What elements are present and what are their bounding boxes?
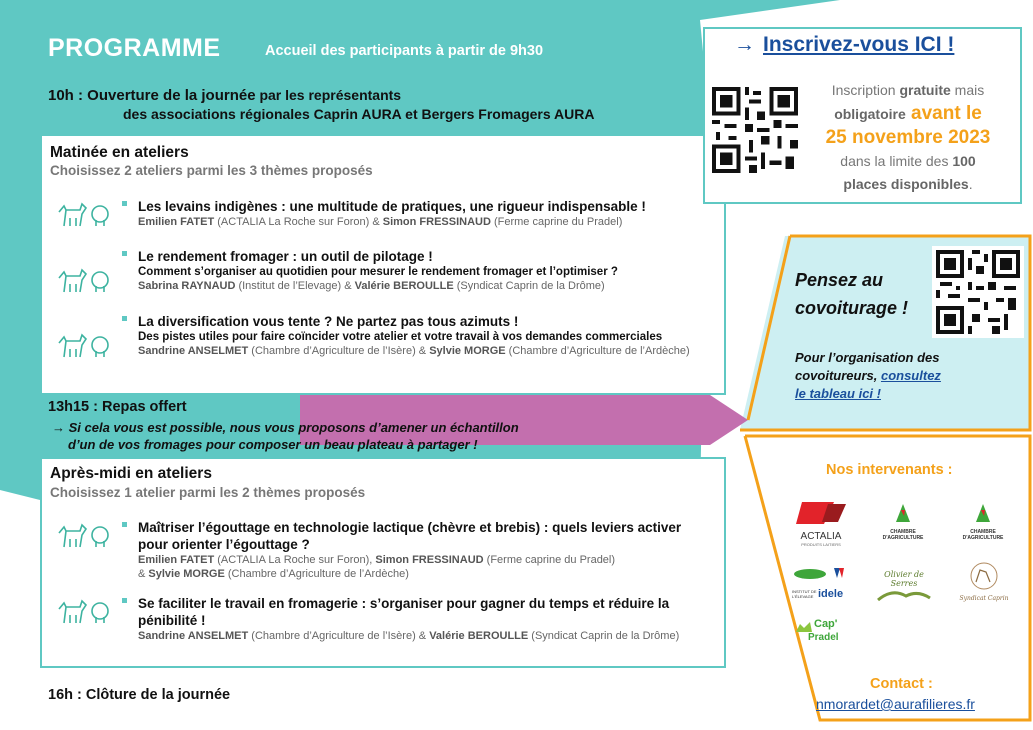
opening-rest: par les représentants (255, 87, 402, 103)
workshop-item (56, 313, 716, 377)
bullet-icon (122, 251, 127, 256)
qr-code-icon[interactable] (932, 246, 1024, 338)
workshop-description: Des pistes utiles pour faire coïncider votre atelier et votre travail à vos demandes commerciales (138, 331, 663, 343)
opening-line2: des associations régionales Caprin AURA et Bergers Fromagers AURA (123, 106, 595, 122)
bullet-icon (122, 316, 127, 321)
workshop-item (56, 198, 716, 238)
contact-title: Contact : (870, 676, 933, 692)
workshop-title: Maîtriser l’égouttage en technologie lactique (chèvre et brebis) : quels leviers activer pour orienter l’égouttage ? (138, 520, 682, 552)
closing-text: 16h : Clôture de la journée (48, 687, 231, 703)
qr-code-icon[interactable] (712, 87, 798, 173)
workshop-speakers: Emilien FATET (ACTALIA La Roche sur Foron), Simon FRESSINAUD (Ferme caprine du Pradel) & Sylvie MORGE (Chambre d’Agriculture de l’Ardèche) (138, 554, 616, 580)
workshop-speakers: Emilien FATET (ACTALIA La Roche sur Foron) & Simon FRESSINAUD (Ferme caprine du Pradel) (138, 216, 623, 228)
workshop-description: Comment s’organiser au quotidien pour mesurer le rendement fromager et l’optimiser ? (138, 266, 618, 278)
idele-logo: INSTITUT DE L'ÉLEVAGE idele (792, 566, 848, 602)
workshop-item (56, 595, 716, 661)
contact-email-link[interactable]: nmorardet@aurafilieres.fr (816, 696, 975, 712)
workshop-speakers: Sandrine ANSELMET (Chambre d’Agriculture de l’Isère) & Sylvie MORGE (Chambre d’Agriculture de l’Ardèche) (138, 345, 690, 357)
carpool-heading: Pensez au covoiturage ! (795, 270, 909, 318)
afternoon-title: Après-midi en ateliers (50, 465, 212, 482)
workshop-title: La diversification vous tente ? Ne partez pas tous azimuts ! (138, 314, 519, 329)
workshop-item (56, 248, 716, 298)
carpool-link[interactable]: consultez (880, 368, 941, 383)
morning-subtitle: Choisissez 2 ateliers parmi les 3 thèmes proposés (50, 163, 373, 178)
lunch-note: → Si cela vous est possible, nous vous proposons d’amener un échantillon d’un de vos fromages pour composer un beau plateau à partager ! (52, 420, 519, 452)
arrow-right-icon: → (52, 420, 65, 435)
goat-sheep-icon (56, 519, 116, 553)
chambre-agriculture-logo: CHAMBRE D'AGRICULTURE (956, 502, 1010, 544)
bullet-icon (122, 598, 127, 603)
lunch-title: 13h15 : Repas offert (48, 399, 187, 415)
register-link[interactable]: → Inscrivez-vous ICI ! (734, 33, 955, 56)
goat-sheep-icon (56, 264, 116, 298)
opening-time: 10h : Ouverture de la journée (48, 87, 256, 104)
goat-sheep-icon (56, 329, 116, 363)
carpool-link-line2[interactable]: le tableau ici ! (795, 386, 881, 401)
welcome-subtitle: Accueil des participants à partir de 9h30 (265, 43, 544, 59)
goat-sheep-icon (56, 198, 116, 232)
chambre-agriculture-logo: CHAMBRE D'AGRICULTURE (876, 502, 930, 544)
page-title: PROGRAMME (48, 34, 221, 62)
afternoon-subtitle: Choisissez 1 atelier parmi les 2 thèmes proposés (50, 485, 366, 500)
morning-section (40, 134, 726, 395)
bullet-icon (122, 201, 127, 206)
cap-pradel-logo: Cap' Pradel (794, 616, 852, 650)
speakers-title: Nos intervenants : (826, 462, 953, 478)
workshop-title: Les levains indigènes : une multitude de pratiques, une rigueur indispensable ! (138, 199, 646, 214)
carpool-description: Pour l’organisation des covoitureurs, consultez le tableau ici ! (795, 350, 941, 401)
morning-title: Matinée en ateliers (50, 144, 189, 161)
olivier-de-serres-logo: Olivier de Serres (872, 570, 936, 600)
registration-text: Inscription gratuite mais obligatoire avant le 25 novembre 2023 dans la limite des 100 places disponibles. (825, 82, 991, 192)
syndicat-caprin-logo: Syndicat Caprin (956, 560, 1012, 604)
goat-sheep-icon (56, 595, 116, 629)
afternoon-section (40, 457, 726, 668)
workshop-item (56, 519, 716, 585)
workshop-speakers: Sabrina RAYNAUD (Institut de l’Elevage) & Valérie BEROULLE (Syndicat Caprin de la Drôme) (138, 280, 605, 292)
arrow-right-icon: → (734, 33, 755, 56)
actalia-logo: ACTALIA PRODUITS LAITIERS (794, 500, 848, 544)
bullet-icon (122, 522, 127, 527)
workshop-title: Le rendement fromager : un outil de pilotage ! (138, 249, 433, 264)
workshop-title: Se faciliter le travail en fromagerie : s’organiser pour gagner du temps et réduire la pénibilité ! (138, 596, 670, 628)
workshop-speakers: Sandrine ANSELMET (Chambre d’Agriculture de l’Isère) & Valérie BEROULLE (Syndicat Caprin de la Drôme) (138, 630, 680, 642)
opening-text (48, 86, 594, 123)
